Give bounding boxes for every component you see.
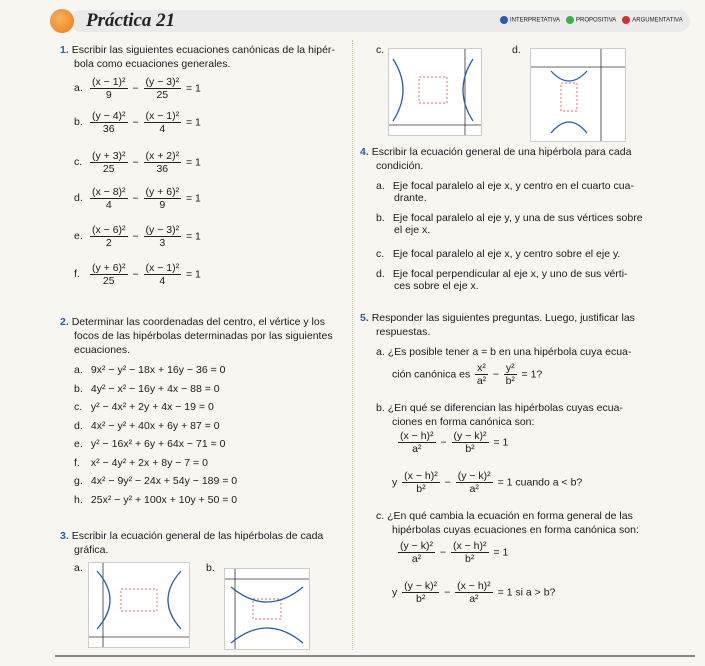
s5-heading: 5. Responder las siguientes preguntas. Luego, justificar las [360, 312, 635, 324]
legend-label: INTERPRETATIVA [510, 17, 561, 24]
s2-equation: b. 4y² − x² − 16y + 4x − 88 = 0 [74, 382, 220, 395]
graph-c [388, 48, 482, 136]
s1-equation: a. $\frac{\text{(x − 1)²}}{9}$ − $\frac{\text{(y − 3)²}}{25}$ = 1 [74, 76, 201, 101]
s1-equation: c. $\frac{\text{(y + 3)²}}{25}$ − $\frac{\text{(x + 2)²}}{36}$ = 1 [74, 150, 201, 175]
s2-equation: f. x² − 4y² + 2x + 8y − 7 = 0 [74, 456, 208, 469]
bottom-rule [55, 655, 695, 657]
s5-question-a-eq: ción canónica es $\frac{\text{x²}}{\text{a²}}$ − $\frac{\text{y²}}{\text{b²}}$ = 1? [392, 362, 543, 387]
s5-heading-2: respuestas. [376, 326, 431, 338]
graph-d-label: d. [512, 44, 521, 56]
s5-question-a: a. ¿Es posible tener a = b en una hipérbola cuya ecua- [376, 346, 632, 358]
s4-condition: b. Eje focal paralelo al eje y, y una de sus vértices sobre el eje x. [376, 212, 643, 236]
s1-equation: b. $\frac{\text{(y − 4)²}}{36}$ − $\frac{\text{(x − 1)²}}{4}$ = 1 [74, 110, 201, 135]
interpretativa-dot-icon [500, 16, 508, 24]
s5-question-b-2: ciones en forma canónica son: [392, 416, 535, 428]
s5-question-c: c. ¿En qué cambia la ecuación en forma general de las [376, 510, 633, 522]
header [0, 0, 705, 40]
s1-equation: f. $\frac{\text{(y + 6)²}}{25}$ − $\frac{\text{(x − 1)²}}{4}$ = 1 [74, 262, 201, 287]
s1-heading-2: bola como ecuaciones generales. [74, 58, 231, 70]
s5-question-c-2: hipérbolas cuyas ecuaciones en forma canónica son: [392, 524, 639, 536]
graph-b [224, 568, 310, 650]
competency-legend [500, 16, 683, 24]
s1-equation: d. $\frac{\text{(x − 8)²}}{4}$ − $\frac{\text{(y + 6)²}}{9}$ = 1 [74, 186, 201, 211]
title-circle-icon [50, 9, 74, 33]
s5-question-b: b. ¿En qué se diferencian las hipérbolas cuyas ecua- [376, 402, 623, 414]
s2-heading-3: ecuaciones. [74, 344, 131, 356]
column-divider [352, 40, 353, 650]
graph-a [88, 562, 190, 648]
s2-equation: d. 4x² − y² + 40x + 6y + 87 = 0 [74, 419, 220, 432]
s1-equation: e. $\frac{\text{(x − 6)²}}{2}$ − $\frac{\text{(y − 3)²}}{3}$ = 1 [74, 224, 201, 249]
s2-equation: a. 9x² − y² − 18x + 16y − 36 = 0 [74, 364, 226, 376]
argumentativa-dot-icon [622, 16, 630, 24]
s5-question-c-eq2: y $\frac{\text{(y − k)²}}{\text{b²}}$ − $\frac{\text{(x − h)²}}{\text{a²}}$ = 1 si a > b? [392, 580, 556, 605]
propositiva-dot-icon [566, 16, 574, 24]
s3-heading: 3. Escribir la ecuación general de las hipérbolas de cada [60, 530, 324, 542]
legend-label: PROPOSITIVA [576, 17, 617, 24]
s4-heading-2: condición. [376, 160, 424, 172]
s2-equation: c. y² − 4x² + 2y + 4x − 19 = 0 [74, 401, 214, 413]
graph-c-label: c. [376, 44, 385, 56]
s1-heading: 1. Escribir las siguientes ecuaciones canónicas de la hipér- [60, 44, 335, 56]
graph-a-label: a. [74, 562, 83, 574]
s2-equation: g. 4x² − 9y² − 24x + 54y − 189 = 0 [74, 475, 238, 487]
s4-condition: d. Eje focal perpendicular al eje x, y uno de sus vérti- ces sobre el eje x. [376, 268, 628, 292]
legend-label: ARGUMENTATIVA [632, 17, 683, 24]
s2-heading-2: focos de las hipérbolas determinadas por las siguientes [74, 330, 333, 342]
s5-question-b-eq2: y $\frac{\text{(x − h)²}}{\text{b²}}$ − $\frac{\text{(y − k)²}}{\text{a²}}$ = 1 cuando a < b? [392, 470, 583, 495]
page-title: Práctica 21 [86, 10, 176, 31]
s2-equation: e. y² − 16x² + 6y + 64x − 71 = 0 [74, 438, 226, 450]
s2-equation: h. 25x² − y² + 100x + 10y + 50 = 0 [74, 493, 238, 506]
s4-heading: 4. Escribir la ecuación general de una hipérbola para cada [360, 146, 632, 158]
s4-condition: c. Eje focal paralelo al eje x, y centro sobre el eje y. [376, 248, 621, 260]
s3-heading-2: gráfica. [74, 544, 109, 556]
s5-question-b-eq1: $\frac{\text{(x − h)²}}{\text{a²}}$ − $\frac{\text{(y − k)²}}{\text{b²}}$ = 1 [400, 430, 509, 455]
graph-d [530, 48, 626, 142]
s5-question-c-eq1: $\frac{\text{(y − k)²}}{\text{a²}}$ − $\frac{\text{(x − h)²}}{\text{b²}}$ = 1 [400, 540, 509, 565]
s4-condition: a. Eje focal paralelo al eje x, y centro en el cuarto cua- drante. [376, 180, 634, 204]
graph-b-label: b. [206, 562, 215, 574]
s2-heading: 2. Determinar las coordenadas del centro, el vértice y los [60, 316, 325, 328]
